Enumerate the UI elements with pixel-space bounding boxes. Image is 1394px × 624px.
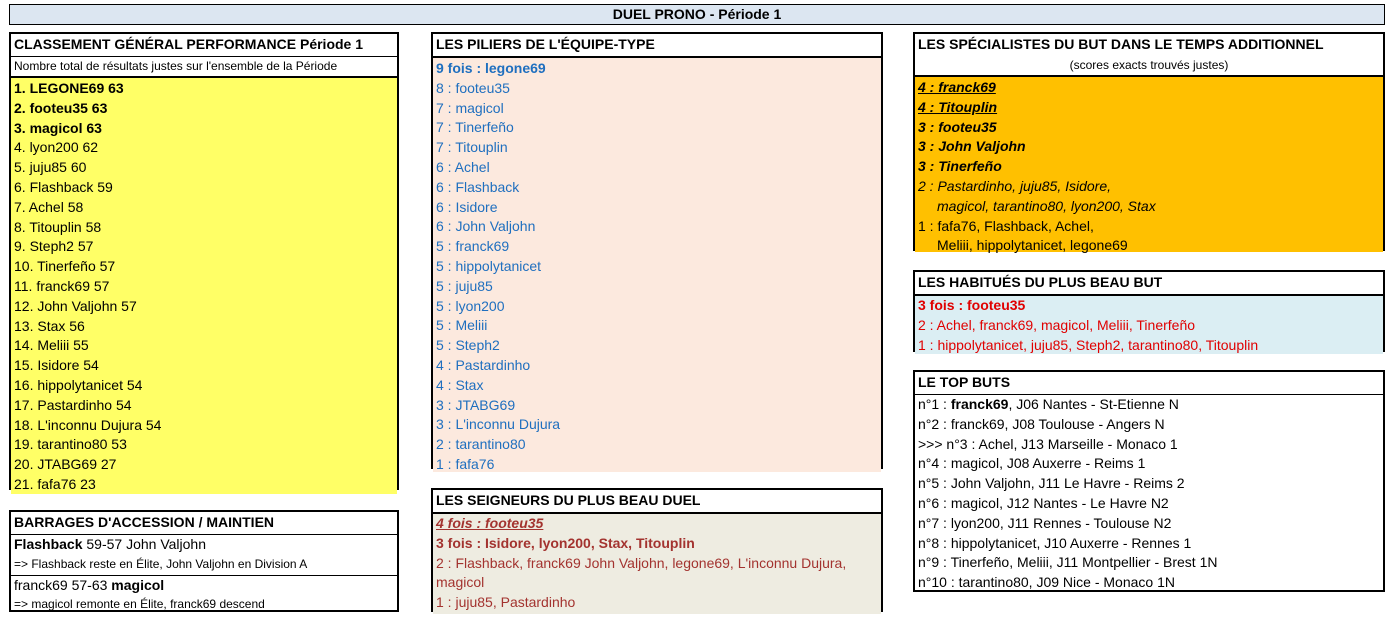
specialistes-line-7a: 1 : fafa76, Flashback, Achel,: [918, 217, 1094, 234]
classement-row: 1. LEGONE69 63: [14, 80, 124, 96]
seigneurs-line-3b: magicol: [436, 574, 485, 591]
piliers-row: 3 : L'inconnu Dujura: [436, 416, 561, 433]
barrages-header: BARRAGES D'ACCESSION / MAINTIEN: [11, 512, 397, 535]
seigneurs-header: LES SEIGNEURS DU PLUS BEAU DUEL: [433, 490, 881, 514]
specialistes-line-7b: Meliii, hippolytanicet, legone69: [937, 237, 1128, 254]
seigneurs-line-3a: 2 : Flashback, franck69 John Valjohn, legone69, L'inconnu Dujura,: [436, 554, 847, 571]
topbuts-row: n°2 : franck69, J08 Toulouse - Angers N: [918, 415, 1165, 432]
barrage-note-2: => magicol remonte en Élite, franck69 descend: [14, 597, 265, 612]
classement-row: 13. Stax 56: [14, 317, 85, 334]
classement-row: 19. tarantino80 53: [14, 436, 127, 453]
habitues-body: [915, 296, 1383, 354]
seigneurs-line-4: 1 : juju85, Pastardinho: [436, 594, 576, 611]
page-title-bar: [9, 4, 1385, 25]
topbuts-row: n°10 : tarantino80, J09 Nice - Monaco 1N: [918, 574, 1175, 591]
piliers-row: 3 : JTABG69: [436, 396, 516, 413]
seigneurs-body: [433, 514, 881, 614]
topbuts-row: n°8 : hippolytanicet, J10 Auxerre - Rennes 1: [918, 534, 1192, 551]
classement-row: 16. hippolytanicet 54: [14, 376, 143, 393]
topbuts-panel: [913, 370, 1385, 592]
barrage-match-1: [11, 535, 397, 555]
barrage-score-1: 59-57 John Valjohn: [82, 536, 206, 552]
classement-row: 7. Achel 58: [14, 198, 84, 215]
piliers-row: 7 : Titouplin: [436, 139, 508, 156]
classement-row: 6. Flashback 59: [14, 178, 113, 195]
seigneurs-line-1: 4 fois : footeu35: [436, 515, 544, 531]
piliers-row: 5 : Meliii: [436, 317, 488, 334]
page-title: DUEL PRONO - Période 1: [612, 6, 782, 22]
piliers-row: 5 : franck69: [436, 238, 510, 255]
classement-list: [11, 78, 397, 494]
topbuts-row: n°7 : lyon200, J11 Rennes - Toulouse N2: [918, 514, 1172, 531]
barrages-panel: [9, 510, 399, 612]
piliers-row: 4 : Stax: [436, 376, 484, 393]
piliers-row: 6 : Achel: [436, 158, 490, 175]
classement-row: 3. magicol 63: [14, 119, 102, 136]
habitues-panel: [913, 270, 1385, 352]
classement-row: 8. Titouplin 58: [14, 218, 102, 235]
topbuts-row-1: n°1 : franck69, J06 Nantes - St-Etienne N: [918, 396, 1179, 412]
classement-row: 17. Pastardinho 54: [14, 396, 132, 413]
topbuts-row: n°6 : magicol, J12 Nantes - Le Havre N2: [918, 494, 1169, 511]
classement-row: 11. franck69 57: [14, 277, 110, 294]
classement-row: 12. John Valjohn 57: [14, 297, 137, 314]
piliers-panel: [431, 32, 883, 472]
piliers-row: 4 : Pastardinho: [436, 356, 531, 373]
classement-row: 10. Tinerfeño 57: [14, 258, 116, 275]
piliers-row: 7 : magicol: [436, 99, 504, 116]
classement-row: 5. juju85 60: [14, 159, 87, 176]
specialistes-line-6b: magicol, tarantino80, lyon200, Stax: [937, 197, 1156, 214]
piliers-row: 7 : Tinerfeño: [436, 119, 514, 136]
classement-panel: [9, 32, 399, 490]
classement-row: 4. lyon200 62: [14, 139, 99, 156]
specialistes-panel: [913, 32, 1385, 254]
specialistes-line-3: 3 : footeu35: [918, 118, 997, 135]
topbuts-row: n°4 : magicol, J08 Auxerre - Reims 1: [918, 455, 1146, 472]
topbuts-header: LE TOP BUTS: [915, 372, 1383, 395]
piliers-row: 9 fois : legone69: [436, 60, 546, 76]
specialistes-line-5: 3 : Tinerfeño: [918, 158, 1002, 175]
piliers-row: 6 : Isidore: [436, 198, 498, 215]
habitues-header: LES HABITUÉS DU PLUS BEAU BUT: [915, 272, 1383, 296]
piliers-list: [433, 58, 881, 472]
classement-row: 21. fafa76 23: [14, 475, 96, 492]
barrage-winner-1: Flashback: [14, 536, 83, 552]
classement-row: 20. JTABG69 27: [14, 456, 117, 473]
piliers-row: 6 : John Valjohn: [436, 218, 536, 235]
piliers-row: 8 : footeu35: [436, 79, 510, 96]
piliers-row: 2 : tarantino80: [436, 436, 526, 453]
piliers-row: 1 : fafa76: [436, 455, 495, 472]
piliers-row: 5 : hippolytanicet: [436, 257, 542, 274]
barrage-score-2: franck69 57-63: [14, 576, 112, 593]
specialistes-line-4: 3 : John Valjohn: [918, 138, 1026, 155]
classement-subtitle: Nombre total de résultats justes sur l'ensemble de la Période: [11, 57, 397, 78]
piliers-header: LES PILIERS DE L'ÉQUIPE-TYPE: [433, 34, 881, 58]
piliers-row: 5 : Steph2: [436, 337, 500, 354]
topbuts-row: >>> n°3 : Achel, J13 Marseille - Monaco 1: [918, 435, 1178, 452]
specialistes-line-1: 4 : franck69: [918, 79, 996, 95]
piliers-row: 5 : juju85: [436, 277, 493, 294]
classement-row: 18. L'inconnu Dujura 54: [14, 416, 162, 433]
piliers-row: 5 : lyon200: [436, 297, 505, 314]
classement-row: 2. footeu35 63: [14, 99, 108, 116]
habitues-line-2: 2 : Achel, franck69, magicol, Meliii, Tinerfeño: [918, 316, 1196, 333]
specialistes-subtitle: (scores exacts trouvés justes): [915, 56, 1383, 77]
classement-row: 9. Steph2 57: [14, 238, 94, 255]
topbuts-row: n°5 : John Valjohn, J11 Le Havre - Reims 2: [918, 475, 1185, 492]
barrage-winner-2: magicol: [111, 576, 165, 593]
barrage-note-1: => Flashback reste en Élite, John Valjohn en Division A: [11, 555, 397, 576]
topbuts-row: n°9 : Tinerfeño, Meliii, J11 Montpellier - Brest 1N: [918, 554, 1218, 571]
classement-header: CLASSEMENT GÉNÉRAL PERFORMANCE Période 1: [11, 34, 397, 57]
classement-row: 14. Meliii 55: [14, 337, 89, 354]
topbuts-list: [915, 415, 1383, 593]
barrage-match-2: [11, 576, 397, 596]
seigneurs-line-2: 3 fois : Isidore, lyon200, Stax, Titouplin: [436, 534, 695, 551]
habitues-line-1: 3 fois : footeu35: [918, 297, 1026, 313]
habitues-line-3: 1 : hippolytanicet, juju85, Steph2, tarantino80, Titouplin: [918, 336, 1259, 353]
specialistes-header: LES SPÉCIALISTES DU BUT DANS LE TEMPS ADDITIONNEL: [918, 36, 1324, 52]
specialistes-line-2: 4 : Titouplin: [918, 98, 998, 115]
seigneurs-panel: [431, 488, 883, 612]
specialistes-body: [915, 77, 1383, 252]
classement-row: 15. Isidore 54: [14, 357, 99, 374]
piliers-row: 6 : Flashback: [436, 178, 520, 195]
specialistes-line-6a: 2 : Pastardinho, juju85, Isidore,: [918, 177, 1112, 194]
topbuts-row-1-player: franck69: [950, 396, 1009, 412]
